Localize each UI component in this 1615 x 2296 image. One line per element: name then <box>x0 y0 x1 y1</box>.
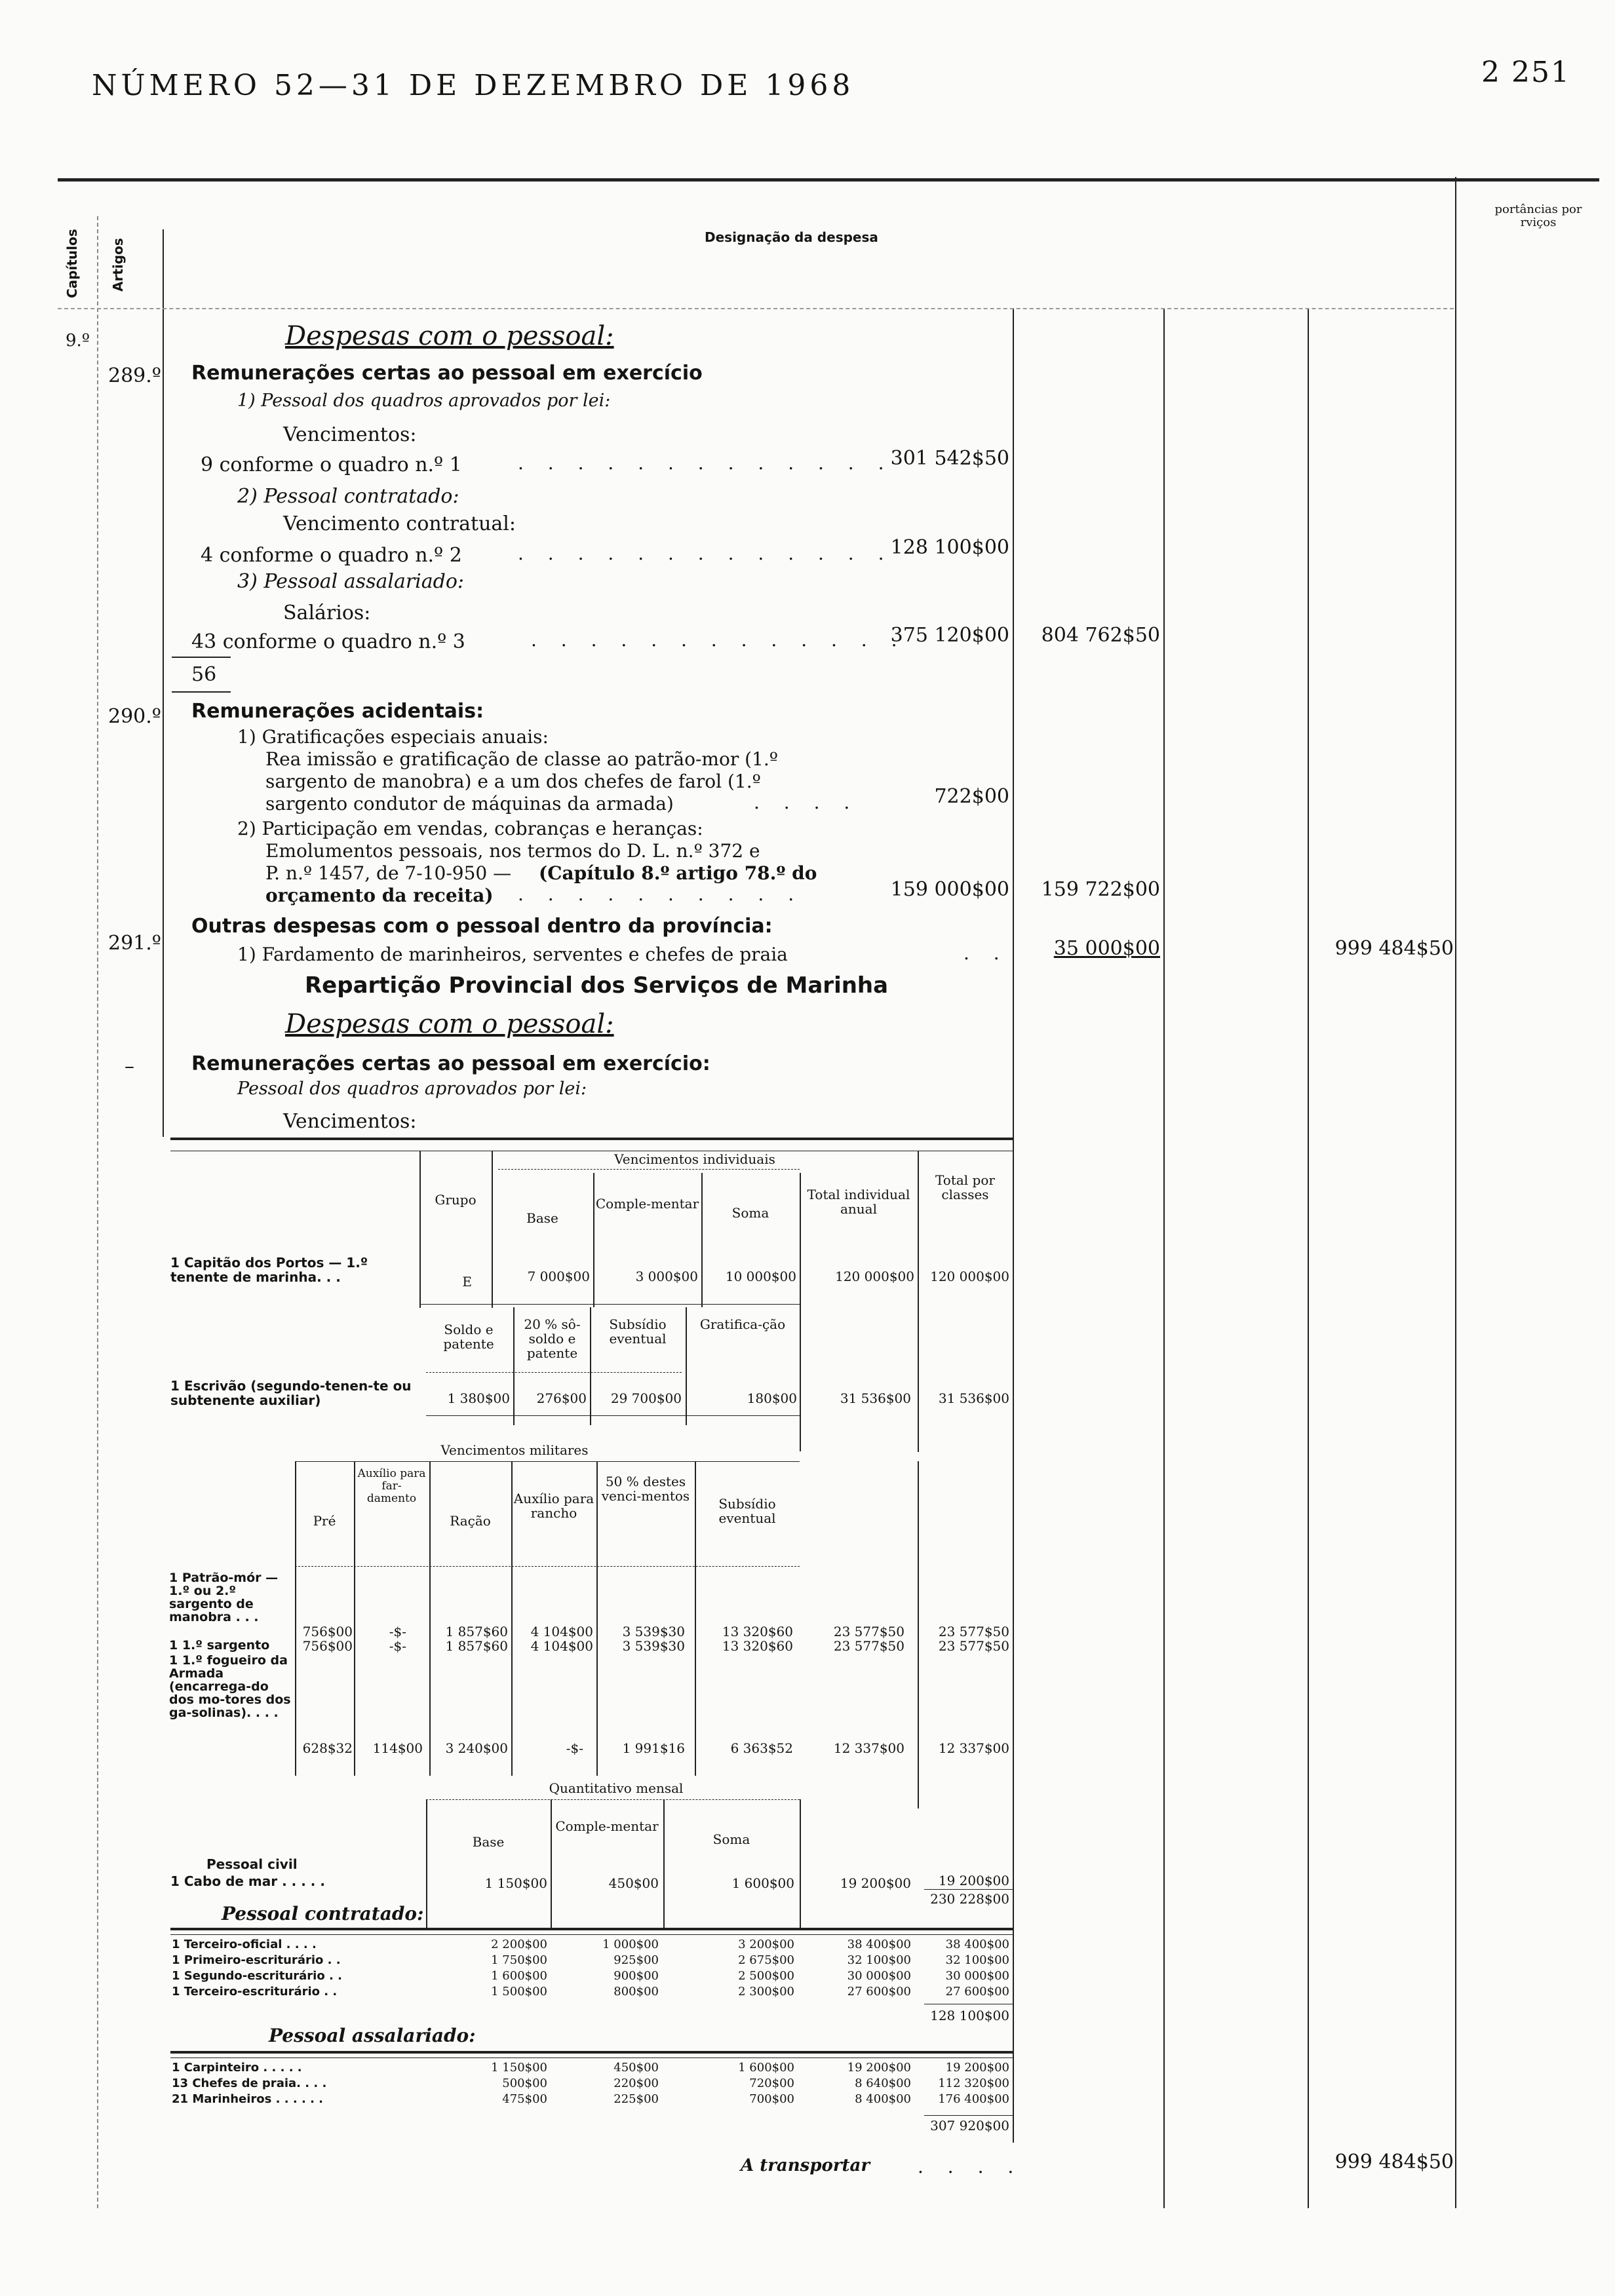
row-label: 1 Terceiro-oficial . . . . <box>172 1938 317 1951</box>
row-value: 700$00 <box>749 2092 794 2106</box>
table3-h-auxilio-rancho: Auxílio para rancho <box>513 1491 594 1521</box>
table4-r-base: 1 150$00 <box>484 1875 547 1891</box>
row-value: 1 000$00 <box>602 1938 659 1951</box>
row-value: 27 600$00 <box>847 1985 911 1999</box>
col-line-artigos <box>163 229 164 1137</box>
dot-leader: . . <box>963 942 1009 964</box>
table3-super: Vencimentos militares <box>440 1442 589 1458</box>
section2-title: Remunerações certas ao pessoal em exercício: <box>191 1052 710 1075</box>
column-header-capitulos: Capítulos <box>64 229 80 298</box>
rule <box>426 1372 682 1373</box>
t4-col <box>426 1799 427 1930</box>
artigo-290-g2c1: P. n.º 1457, de 7-10-950 — <box>265 862 512 884</box>
artigo-289-count: 56 <box>191 663 217 686</box>
table2-r-total-cls: 31 536$00 <box>938 1390 1009 1406</box>
row-value: 8 400$00 <box>855 2092 911 2106</box>
row-label: 1 Terceiro-escriturário . . <box>172 1985 338 1999</box>
section-heading-despesas: Despesas com o pessoal: <box>285 321 614 351</box>
rule <box>426 1799 800 1800</box>
table3-r2-total-ind: 23 577$50 <box>833 1638 905 1654</box>
row-value: 2 300$00 <box>738 1985 794 1999</box>
table1-h-grupo: Grupo <box>435 1192 477 1208</box>
row-value: 475$00 <box>502 2092 547 2106</box>
row-value: 900$00 <box>613 1969 659 1983</box>
table1-r1-grupo: E <box>462 1274 472 1290</box>
artigo-290-val2: 159 000$00 <box>890 878 1009 901</box>
artigo-290-g1b: Rea imissão e gratificação de classe ao patrão-mor (1.º <box>265 748 778 770</box>
table1-r1-soma: 10 000$00 <box>725 1269 796 1284</box>
table3-r3-total-cls: 12 337$00 <box>938 1740 1009 1756</box>
table3-h-pre: Pré <box>313 1513 336 1529</box>
artigo-289-val1: 301 542$50 <box>890 447 1009 470</box>
table3-r2-auxr: 4 104$00 <box>530 1638 593 1654</box>
t3-col <box>295 1461 296 1776</box>
row-value: 32 100$00 <box>847 1953 911 1967</box>
rule <box>295 1461 800 1462</box>
rule <box>170 1928 1013 1930</box>
artigo-289-line1: 9 conforme o quadro n.º 1 <box>201 453 462 476</box>
table3-r2-50: 3 539$30 <box>622 1638 685 1654</box>
artigo-289-venc-contratual: Vencimento contratual: <box>283 512 516 535</box>
artigo-289-vencimentos: Vencimentos: <box>283 423 417 446</box>
artigo-289-salarios: Salários: <box>283 602 371 624</box>
t3-col <box>596 1461 598 1776</box>
row-value: 30 000$00 <box>945 1969 1009 1983</box>
table4-subtotal: 230 228$00 <box>930 1891 1009 1907</box>
assalariado-title: Pessoal assalariado: <box>269 2025 476 2046</box>
table3-r1-racao: 1 857$60 <box>445 1624 508 1639</box>
table3-r1-50: 3 539$30 <box>622 1624 685 1639</box>
rule <box>295 1566 800 1567</box>
artigo-289-val3: 375 120$00 <box>890 624 1009 647</box>
table4-r-total-ind: 19 200$00 <box>840 1875 911 1891</box>
section2-vencimentos: Vencimentos: <box>283 1110 417 1133</box>
artigo-289-sub3: 3) Pessoal assalariado: <box>237 570 465 593</box>
t1-col <box>492 1151 493 1308</box>
table2-r-20: 276$00 <box>536 1390 587 1406</box>
table2-h-subsidio: Subsídio eventual <box>609 1316 667 1347</box>
table3-r2-sub: 13 320$60 <box>722 1638 793 1654</box>
table4-r-soma: 1 600$00 <box>731 1875 794 1891</box>
row-label: 1 Segundo-escriturário . . <box>172 1969 342 1983</box>
row-value: 8 640$00 <box>855 2076 911 2090</box>
table-top-rule <box>170 1138 1013 1140</box>
row-value: 1 600$00 <box>738 2061 794 2075</box>
col-line-designacao <box>1013 308 1014 2143</box>
artigo-290-g1d: sargento condutor de máquinas da armada) <box>265 793 674 814</box>
a-transportar-total: 999 484$50 <box>1334 2151 1454 2173</box>
rule <box>426 1415 800 1416</box>
table3-r2-pre: 756$00 <box>302 1638 353 1654</box>
row-value: 19 200$00 <box>945 2061 1009 2075</box>
section2-dash: – <box>125 1055 134 1078</box>
row-value: 112 320$00 <box>938 2076 1009 2090</box>
count-rule-bottom <box>172 691 231 693</box>
column-header-importancias: portâncias por rviços <box>1494 202 1582 229</box>
table3-r1-aux: -$- <box>389 1624 406 1639</box>
row-value: 2 675$00 <box>738 1953 794 1967</box>
table4-h-base: Base <box>472 1834 505 1850</box>
count-rule <box>172 657 231 658</box>
artigo-289-line2: 4 conforme o quadro n.º 2 <box>201 544 462 567</box>
row-value: 30 000$00 <box>847 1969 911 1983</box>
table4-r-compl: 450$00 <box>608 1875 659 1891</box>
table3-r3-auxr: -$- <box>566 1740 583 1756</box>
artigo-289-total: 804 762$50 <box>1041 624 1160 647</box>
t3-col <box>429 1461 431 1776</box>
page-header-title: NÚMERO 52—31 DE DEZEMBRO DE 1968 <box>92 69 855 102</box>
table3-r3-total-ind: 12 337$00 <box>833 1740 905 1756</box>
row-value: 1 150$00 <box>491 2061 547 2075</box>
table4-civil: Pessoal civil <box>206 1856 298 1872</box>
dot-leader: . . . . . . . . . . . . . <box>518 452 893 474</box>
artigo-289-val2: 128 100$00 <box>890 536 1009 559</box>
artigo-290-g2a: 2) Participação em vendas, cobranças e heranças: <box>237 818 703 839</box>
row-value: 500$00 <box>502 2076 547 2090</box>
row-value: 220$00 <box>613 2076 659 2090</box>
table4-super: Quantitativo mensal <box>549 1780 684 1796</box>
table3-r3-sub: 6 363$52 <box>730 1740 793 1756</box>
artigo-291-f1: 1) Fardamento de marinheiros, serventes e chefes de praia <box>237 944 788 965</box>
dot-leader: . . . . . . . . . . . . . <box>531 629 906 651</box>
row-value: 450$00 <box>613 2061 659 2075</box>
table3-r2-racao: 1 857$60 <box>445 1638 508 1654</box>
artigo-289-sub1: 1) Pessoal dos quadros aprovados por lei: <box>237 391 611 411</box>
dot-leader: . . . . <box>918 2156 1023 2177</box>
t4-col <box>800 1799 801 1930</box>
table3-r1-pre: 756$00 <box>302 1624 353 1639</box>
col-line-capitulos <box>97 216 98 2208</box>
rule <box>170 1934 1013 1935</box>
contratado-title: Pessoal contratado: <box>222 1903 424 1924</box>
row-value: 176 400$00 <box>938 2092 1009 2106</box>
dot-leader: . . . . . . . . . . <box>518 883 804 905</box>
artigo-290-g1a: 1) Gratificações especiais anuais: <box>237 726 549 748</box>
artigo-291-grand: 999 484$50 <box>1334 937 1454 960</box>
row-value: 1 600$00 <box>491 1969 547 1983</box>
table1-r1-total-ind: 120 000$00 <box>835 1269 914 1284</box>
rule <box>498 1169 800 1170</box>
rule <box>170 2057 1013 2058</box>
artigo-289-title: Remunerações certas ao pessoal em exercício <box>191 362 703 385</box>
row-value: 1 750$00 <box>491 1953 547 1967</box>
row-value: 38 400$00 <box>945 1938 1009 1951</box>
table4-h-complementar: Comple-mentar <box>555 1818 659 1834</box>
section-heading-despesas-2: Despesas com o pessoal: <box>285 1009 614 1039</box>
header-bottom-rule <box>58 308 1454 309</box>
table2-row-label: 1 Escrivão (segundo-tenen-te ou subtenente auxiliar) <box>170 1378 412 1408</box>
artigo-291-val: 35 000$00 <box>1053 937 1160 960</box>
row-value: 2 200$00 <box>491 1938 547 1951</box>
row-value: 38 400$00 <box>847 1938 911 1951</box>
table3-r1-total-ind: 23 577$50 <box>833 1624 905 1639</box>
table4-r-total-cls: 19 200$00 <box>938 1873 1009 1888</box>
artigo-290-title: Remunerações acidentais: <box>191 700 484 723</box>
rule <box>924 1889 1013 1890</box>
table3-r1-total-cls: 23 577$50 <box>938 1624 1009 1639</box>
col-line-amount3 <box>1455 177 1456 2208</box>
rule <box>170 2051 1013 2054</box>
table4-h-soma: Soma <box>712 1831 750 1847</box>
top-rule <box>58 178 1599 182</box>
table1-r1-compl: 3 000$00 <box>635 1269 698 1284</box>
table2-r-soldo: 1 380$00 <box>447 1390 510 1406</box>
assalariado-total: 307 920$00 <box>930 2118 1009 2133</box>
table2-r-subsidio: 29 700$00 <box>610 1390 682 1406</box>
table3-r2-aux: -$- <box>389 1638 406 1654</box>
table3-h-racao: Ração <box>450 1513 491 1529</box>
row-label: 1 Carpinteiro . . . . . <box>172 2061 302 2075</box>
table4-row-label: 1 Cabo de mar . . . . . <box>170 1873 325 1889</box>
table3-r3-50: 1 991$16 <box>622 1740 685 1756</box>
table2-h-gratificacao: Gratifica-ção <box>699 1316 786 1332</box>
row-value: 32 100$00 <box>945 1953 1009 1967</box>
table2-h-soldo: Soldo e patente <box>443 1322 494 1352</box>
table3-h-auxilio-fardamento: Auxílio para far-damento <box>357 1467 426 1505</box>
row-value: 3 200$00 <box>738 1938 794 1951</box>
capitulo-number: 9.º <box>66 331 90 351</box>
table1-h-total-classes: Total por classes <box>935 1172 995 1202</box>
row-label: 21 Marinheiros . . . . . . <box>172 2092 324 2106</box>
table2-r-gratificacao: 180$00 <box>747 1390 797 1406</box>
table3-row1-label: 1 Patrão-mór — 1.º ou 2.º sargento de manobra . . . <box>169 1571 279 1624</box>
table3-r1-sub: 13 320$60 <box>722 1624 793 1639</box>
row-value: 1 500$00 <box>491 1985 547 1999</box>
table3-r3-racao: 3 240$00 <box>445 1740 508 1756</box>
table3-h-subsidio: Subsídio eventual <box>718 1496 776 1526</box>
table3-h-50: 50 % destes venci-mentos <box>601 1474 690 1504</box>
table2-r-total-ind: 31 536$00 <box>840 1390 911 1406</box>
table1-r1-total-cls: 120 000$00 <box>930 1269 1009 1284</box>
table1-h-complementar: Comple-mentar <box>595 1196 699 1212</box>
artigo-289-line3: 43 conforme o quadro n.º 3 <box>191 630 465 653</box>
table1-h-total-individual: Total individual anual <box>807 1187 910 1217</box>
row-label: 13 Chefes de praia. . . . <box>172 2076 327 2090</box>
artigo-290-total: 159 722$00 <box>1041 878 1160 901</box>
artigo-290-number: 290.º <box>108 705 161 728</box>
table3-r3-aux: 114$00 <box>372 1740 423 1756</box>
reparticao-heading: Repartição Provincial dos Serviços de Marinha <box>305 972 889 999</box>
table1-h-soma: Soma <box>731 1205 769 1221</box>
artigo-289-sub2: 2) Pessoal contratado: <box>237 485 459 508</box>
row-value: 2 500$00 <box>738 1969 794 1983</box>
row-value: 800$00 <box>613 1985 659 1999</box>
table1-row1-label: 1 Capitão dos Portos — 1.º tenente de marinha. . . <box>170 1255 368 1285</box>
t4-col <box>663 1799 665 1930</box>
t3-col <box>354 1461 355 1776</box>
col-line-amount2 <box>1308 308 1309 2208</box>
row-value: 925$00 <box>613 1953 659 1967</box>
page-number: 2 251 <box>1481 56 1570 89</box>
table2-h-20: 20 % sô-soldo e patente <box>524 1316 581 1361</box>
artigo-290-val1: 722$00 <box>934 785 1009 808</box>
row-value: 225$00 <box>613 2092 659 2106</box>
column-header-artigos: Artigos <box>110 238 126 292</box>
dot-leader: . . . . . . . . . . . . . <box>518 543 893 564</box>
row-value: 720$00 <box>749 2076 794 2090</box>
row-value: 27 600$00 <box>945 1985 1009 1999</box>
section2-sub: Pessoal dos quadros aprovados por lei: <box>237 1079 587 1099</box>
rule <box>419 1304 800 1305</box>
dot-leader: . . . . <box>754 792 859 813</box>
artigo-291-title: Outras despesas com o pessoal dentro da província: <box>191 915 773 938</box>
a-transportar-label: A transportar <box>741 2156 870 2175</box>
artigo-290-g2d: orçamento da receita) <box>265 885 494 906</box>
table3-r2-total-cls: 23 577$50 <box>938 1638 1009 1654</box>
table3-r3-pre: 628$32 <box>302 1740 353 1756</box>
contratado-total: 128 100$00 <box>930 2008 1009 2023</box>
artigo-290-g2b: Emolumentos pessoais, nos termos do D. L. n.º 372 e <box>265 840 760 862</box>
row-label: 1 Primeiro-escriturário . . <box>172 1953 341 1967</box>
t1-col <box>593 1173 594 1307</box>
rule <box>924 2115 1013 2116</box>
table1-super: Vencimentos individuais <box>614 1151 775 1167</box>
col-line-amount1 <box>1163 308 1165 2208</box>
table3-row3-label: 1 1.º fogueiro da Armada (encarrega-do dos mo-tores dos ga-solinas). . . . <box>169 1653 291 1720</box>
row-value: 19 200$00 <box>847 2061 911 2075</box>
table1-r1-base: 7 000$00 <box>527 1269 590 1284</box>
t1-col <box>701 1173 703 1307</box>
table1-h-base: Base <box>526 1210 558 1226</box>
column-header-designacao: Designação da despesa <box>705 229 878 245</box>
table3-r1-auxr: 4 104$00 <box>530 1624 593 1639</box>
artigo-289-number: 289.º <box>108 364 161 387</box>
artigo-290-g1c: sargento de manobra) e a um dos chefes de farol (1.º <box>265 771 761 792</box>
table3-row2-label: 1 1.º sargento <box>169 1638 270 1653</box>
artigo-291-number: 291.º <box>108 932 161 955</box>
artigo-290-g2c2: (Capítulo 8.º artigo 78.º do <box>539 862 817 884</box>
